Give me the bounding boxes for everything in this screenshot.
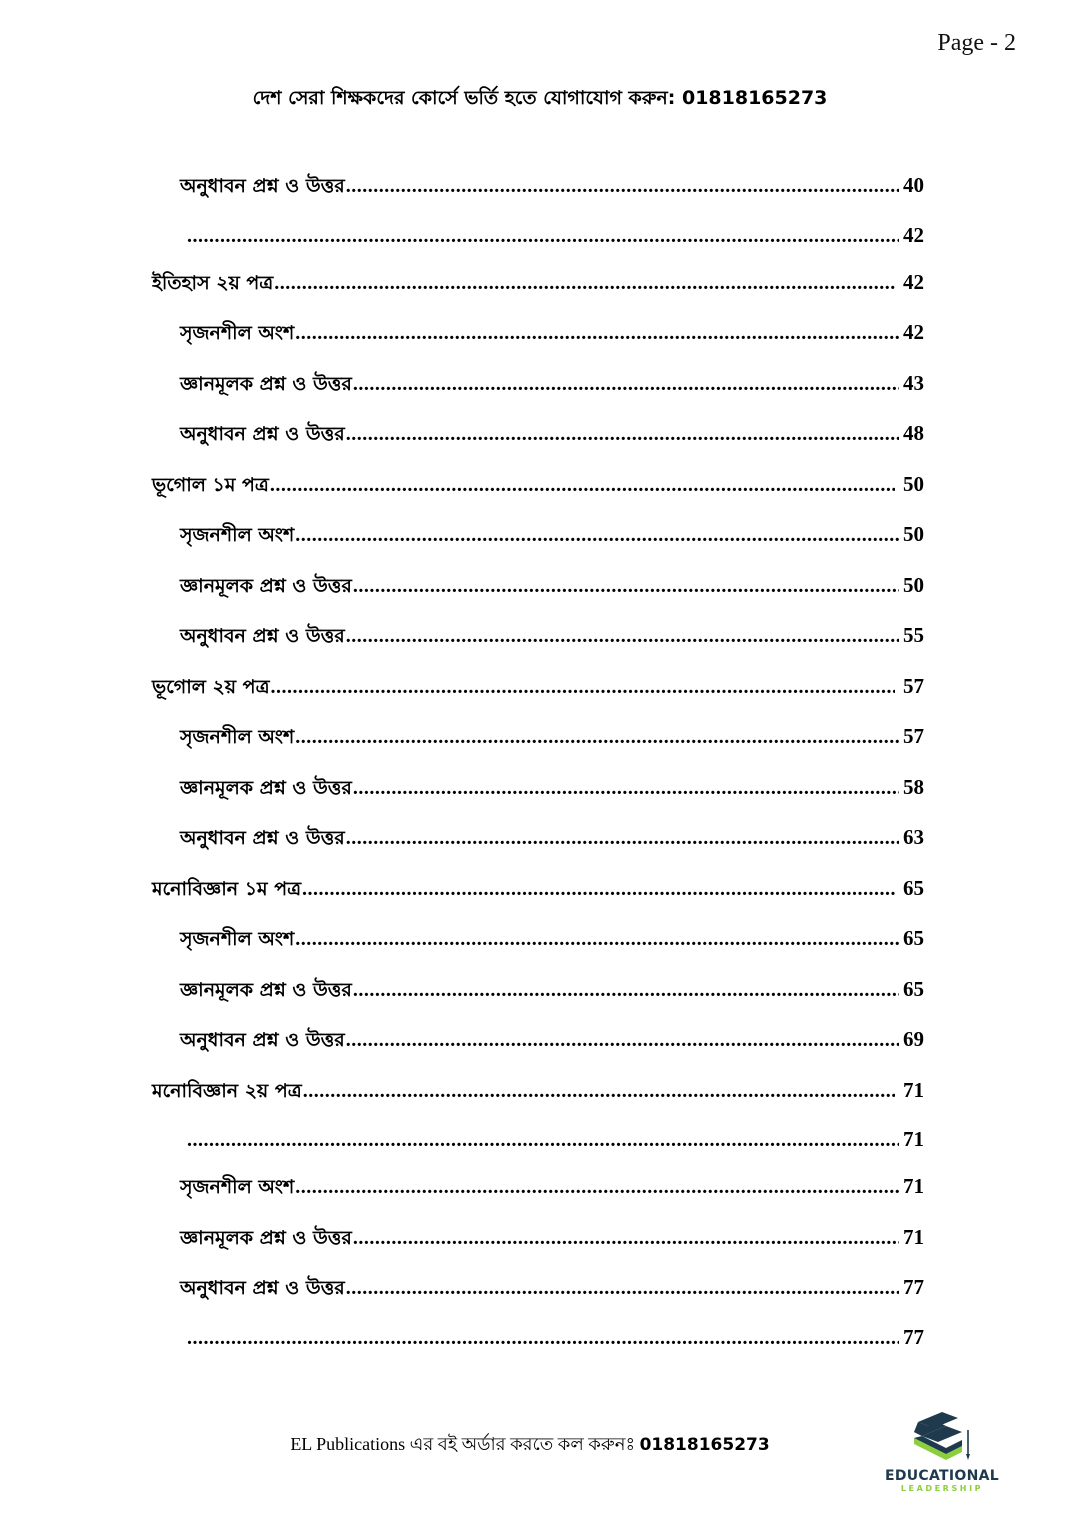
toc-label: অনুধাবন প্রশ্ন ও উত্তর [180,1277,345,1299]
toc-label: সৃজনশীল অংশ [180,524,295,546]
dot-leader [187,1129,899,1152]
toc-row[interactable] [152,172,924,223]
toc-label: জ্ঞানমূলক প্রশ্ন ও উত্তর [180,1226,352,1249]
dot-leader [187,1327,899,1350]
dot-leader [353,979,899,1002]
toc-label: ভূগোল ২য় পত্র [152,675,270,698]
footer-text: EL Publications এর বই অর্ডার করতে কল করুনঃ [290,1434,640,1454]
toc-page-number: 57 [903,724,924,748]
toc-label: সৃজনশীল অংশ [180,928,295,950]
dot-leader [295,524,899,547]
toc-row[interactable] [152,925,924,976]
toc-page-number: 58 [903,774,924,799]
toc-row[interactable] [152,471,924,522]
toc-label: অনুধাবন প্রশ্ন ও উত্তর [180,175,345,197]
toc-label: জ্ঞানমূলক প্রশ্ন ও উত্তর [180,776,352,799]
toc-label: জ্ঞানমূলক প্রশ্ন ও উত্তর [180,978,352,1001]
dot-leader [295,726,899,749]
dot-leader [346,1277,899,1300]
toc-row[interactable] [152,673,924,724]
dot-leader [353,575,899,598]
toc-row[interactable] [152,622,924,673]
dot-leader [295,322,899,345]
toc-row[interactable] [152,521,924,572]
toc-row[interactable] [152,572,924,623]
dot-leader [271,676,895,699]
toc-row[interactable] [152,976,924,1027]
dot-leader [303,1080,895,1103]
toc-label: অনুধাবন প্রশ্ন ও উত্তর [180,423,345,445]
toc-label: জ্ঞানমূলক প্রশ্ন ও উত্তর [180,574,352,597]
toc-row[interactable] [152,1224,924,1275]
toc-page-number: 71 [903,1127,924,1151]
dot-leader [353,777,899,800]
toc-page-number: 42 [903,269,924,294]
contact-banner: দেশ সেরা শিক্ষকদের কোর্সে ভর্তি হতে যোগাযোগ করুন: 01818165273 [252,87,828,109]
toc-page-number: 42 [903,222,924,247]
dot-leader [187,225,899,248]
toc-row[interactable] [152,223,924,269]
dot-leader [353,373,899,396]
toc-row[interactable] [152,319,924,370]
dot-leader [295,1176,899,1199]
toc-row[interactable] [152,420,924,471]
dot-leader [302,878,895,901]
toc-page-number: 43 [903,370,924,395]
toc-row[interactable] [152,774,924,825]
toc-page-number: 65 [903,926,924,950]
toc-row[interactable] [152,1026,924,1077]
dot-leader [270,474,895,497]
toc-page-number: 55 [903,623,924,647]
toc-row[interactable] [152,1077,924,1128]
toc-label: অনুধাবন প্রশ্ন ও উত্তর [180,827,345,849]
dot-leader [346,423,899,446]
toc-label: সৃজনশীল অংশ [180,726,295,748]
toc-page-number: 50 [903,572,924,597]
toc-page-number: 71 [903,1077,924,1102]
toc-row[interactable] [152,1274,924,1325]
dot-leader [346,1029,899,1052]
toc-page-number: 48 [903,421,924,445]
dot-leader [346,175,899,198]
footer-phone[interactable]: 01818165273 [639,1435,770,1455]
toc-row[interactable] [152,1325,924,1371]
toc-page-number: 50 [903,471,924,496]
page-number: Page - 2 [937,30,1016,56]
toc-page-number: 40 [903,173,924,197]
toc-label: অনুধাবন প্রশ্ন ও উত্তর [180,625,345,647]
toc-page-number: 63 [903,825,924,849]
graduation-cap-e-icon [900,1410,984,1466]
toc-page-number: 71 [903,1224,924,1249]
dot-leader [353,1227,899,1250]
logo-subtitle: LEADERSHIP [900,1484,984,1493]
toc-page-number: 77 [903,1324,924,1349]
toc-label: অনুধাবন প্রশ্ন ও উত্তর [180,1029,345,1051]
toc-row[interactable] [152,723,924,774]
toc-page-number: 71 [903,1174,924,1198]
toc-page-number: 65 [903,875,924,900]
logo-title: EDUCATIONAL [884,1468,999,1484]
toc-label: ভূগোল ১ম পত্র [152,473,269,496]
toc-label: ইতিহাস ২য় পত্র [152,271,274,294]
toc-page-number: 65 [903,976,924,1001]
table-of-contents [152,172,924,1371]
toc-label: সৃজনশীল অংশ [180,1176,295,1198]
toc-row[interactable] [152,1173,924,1224]
educational-leadership-logo [880,1410,1004,1506]
toc-label: সৃজনশীল অংশ [180,322,295,344]
dot-leader [274,272,895,295]
dot-leader [346,827,899,850]
toc-page-number: 57 [903,673,924,698]
toc-row[interactable] [152,824,924,875]
toc-page-number: 42 [903,320,924,344]
toc-label: মনোবিজ্ঞান ২য় পত্র [152,1079,302,1102]
toc-page-number: 69 [903,1027,924,1051]
toc-row[interactable] [152,269,924,320]
toc-page-number: 77 [903,1275,924,1299]
toc-row[interactable] [152,370,924,421]
dot-leader [295,928,899,951]
toc-page-number: 50 [903,522,924,546]
toc-label: জ্ঞানমূলক প্রশ্ন ও উত্তর [180,372,352,395]
toc-label: মনোবিজ্ঞান ১ম পত্র [152,877,302,900]
toc-row[interactable] [152,875,924,926]
toc-row[interactable] [152,1127,924,1173]
dot-leader [346,625,899,648]
